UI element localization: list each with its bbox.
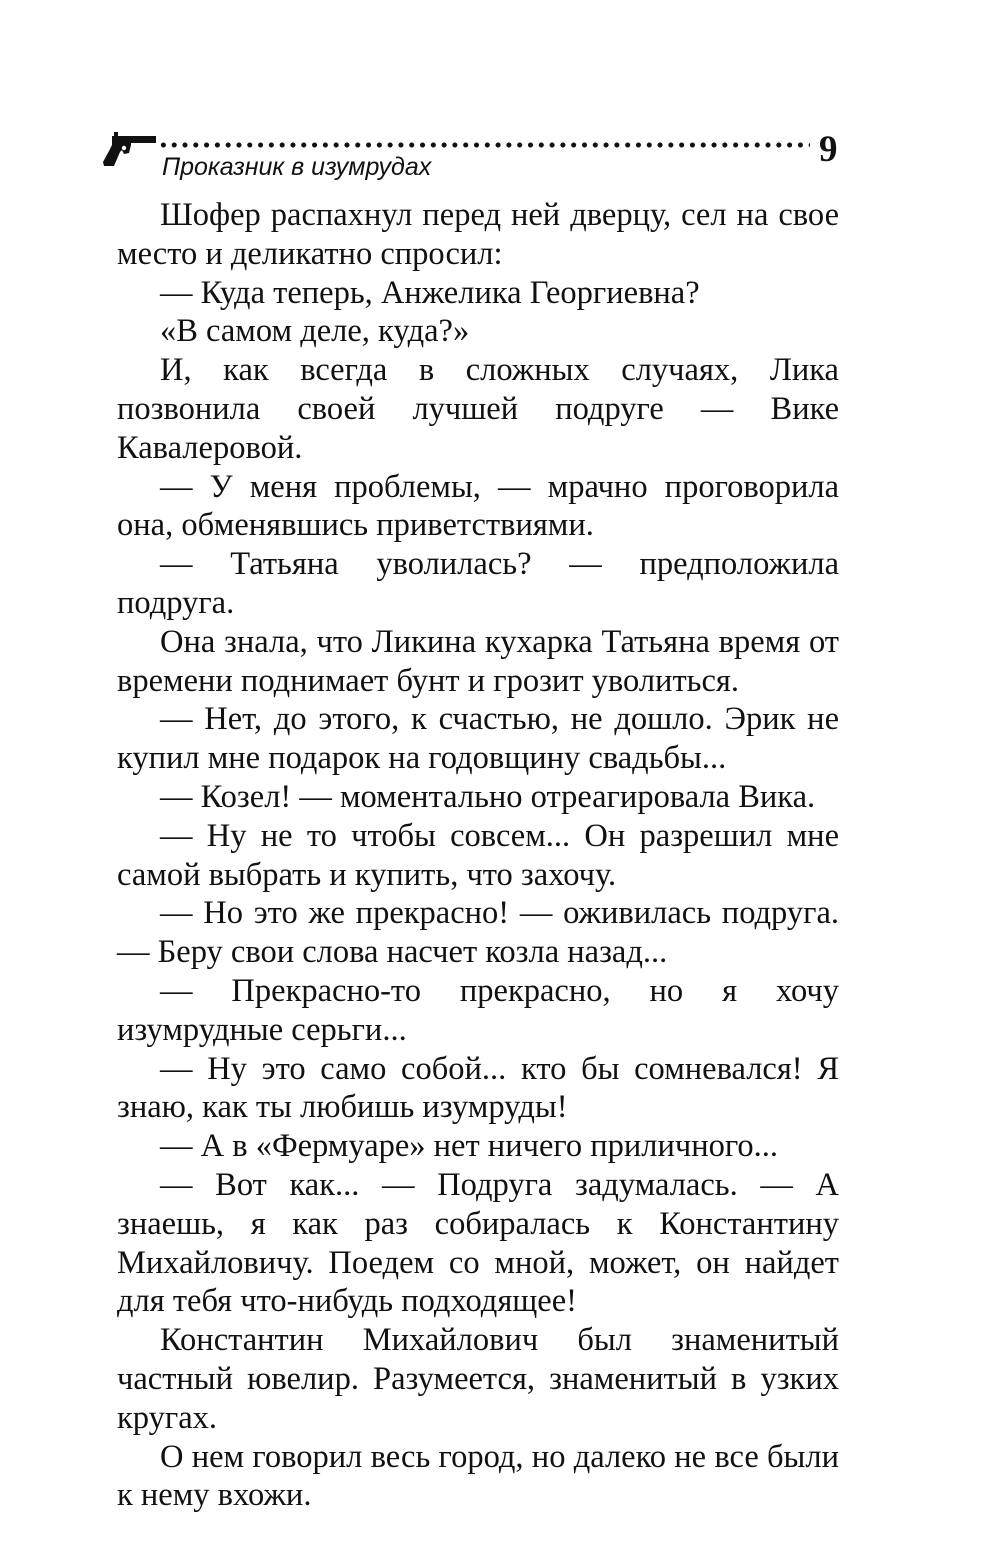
paragraph: — Ну не то чтобы совсем... Он разрешил мне самой выбрать и купить, что захочу. — [117, 817, 839, 893]
paragraph: — Куда теперь, Анжелика Георгиевна? — [160, 274, 700, 311]
running-title: Проказник в изумрудах — [162, 153, 432, 181]
header-dotted-rule — [158, 142, 810, 148]
body-text — [117, 196, 839, 1515]
paragraph: — А в «Фермуаре» нет ничего приличного... — [160, 1128, 779, 1165]
paragraph: Она знала, что Ликина кухарка Татьяна время от времени поднимает бунт и грозит уволиться. — [117, 623, 839, 699]
paragraph: — Ну это само собой... кто бы сомневался! Я знаю, как ты любишь изумруды! — [117, 1050, 839, 1126]
paragraph: — Нет, до этого, к счастью, не дошло. Эрик не купил мне подарок на годовщину свадьбы... — [117, 701, 839, 777]
page-number: 9 — [819, 129, 838, 170]
paragraph: Константин Михайлович был знаменитый частный ювелир. Разумеется, знаменитый в узких кругах. — [117, 1322, 839, 1436]
paragraph: — У меня проблемы, — мрачно проговорила она, обменявшись приветствиями. — [117, 468, 839, 544]
paragraph: — Козел! — моментально отреагировала Вика. — [160, 778, 816, 815]
revolver-icon — [100, 132, 158, 172]
paragraph: — Прекрасно-то прекрасно, но я хочу изумрудные серьги... — [117, 972, 839, 1048]
paragraph: И, как всегда в сложных случаях, Лика позвонила своей лучшей подруге — Вике Кавалеровой. — [117, 352, 839, 466]
paragraph: «В самом деле, куда?» — [160, 313, 470, 350]
page-header — [100, 128, 860, 188]
paragraph: — Вот как... — Подруга задумалась. — А знаешь, я как раз собиралась к Константину Михайловичу. Поедем со мной, может, он найдет для тебя что-нибудь подходящее! — [117, 1166, 839, 1320]
paragraph: — Но это же прекрасно! — оживилась подруга. — Беру свои слова насчет козла назад... — [117, 895, 839, 971]
paragraph: — Татьяна уволилась? — предположила подруга. — [117, 546, 839, 621]
paragraph: О нем говорил весь город, но далеко не все были к нему вхожи. — [117, 1438, 839, 1514]
paragraph: Шофер распахнул перед ней дверцу, сел на свое место и деликатно спросил: — [117, 197, 839, 272]
